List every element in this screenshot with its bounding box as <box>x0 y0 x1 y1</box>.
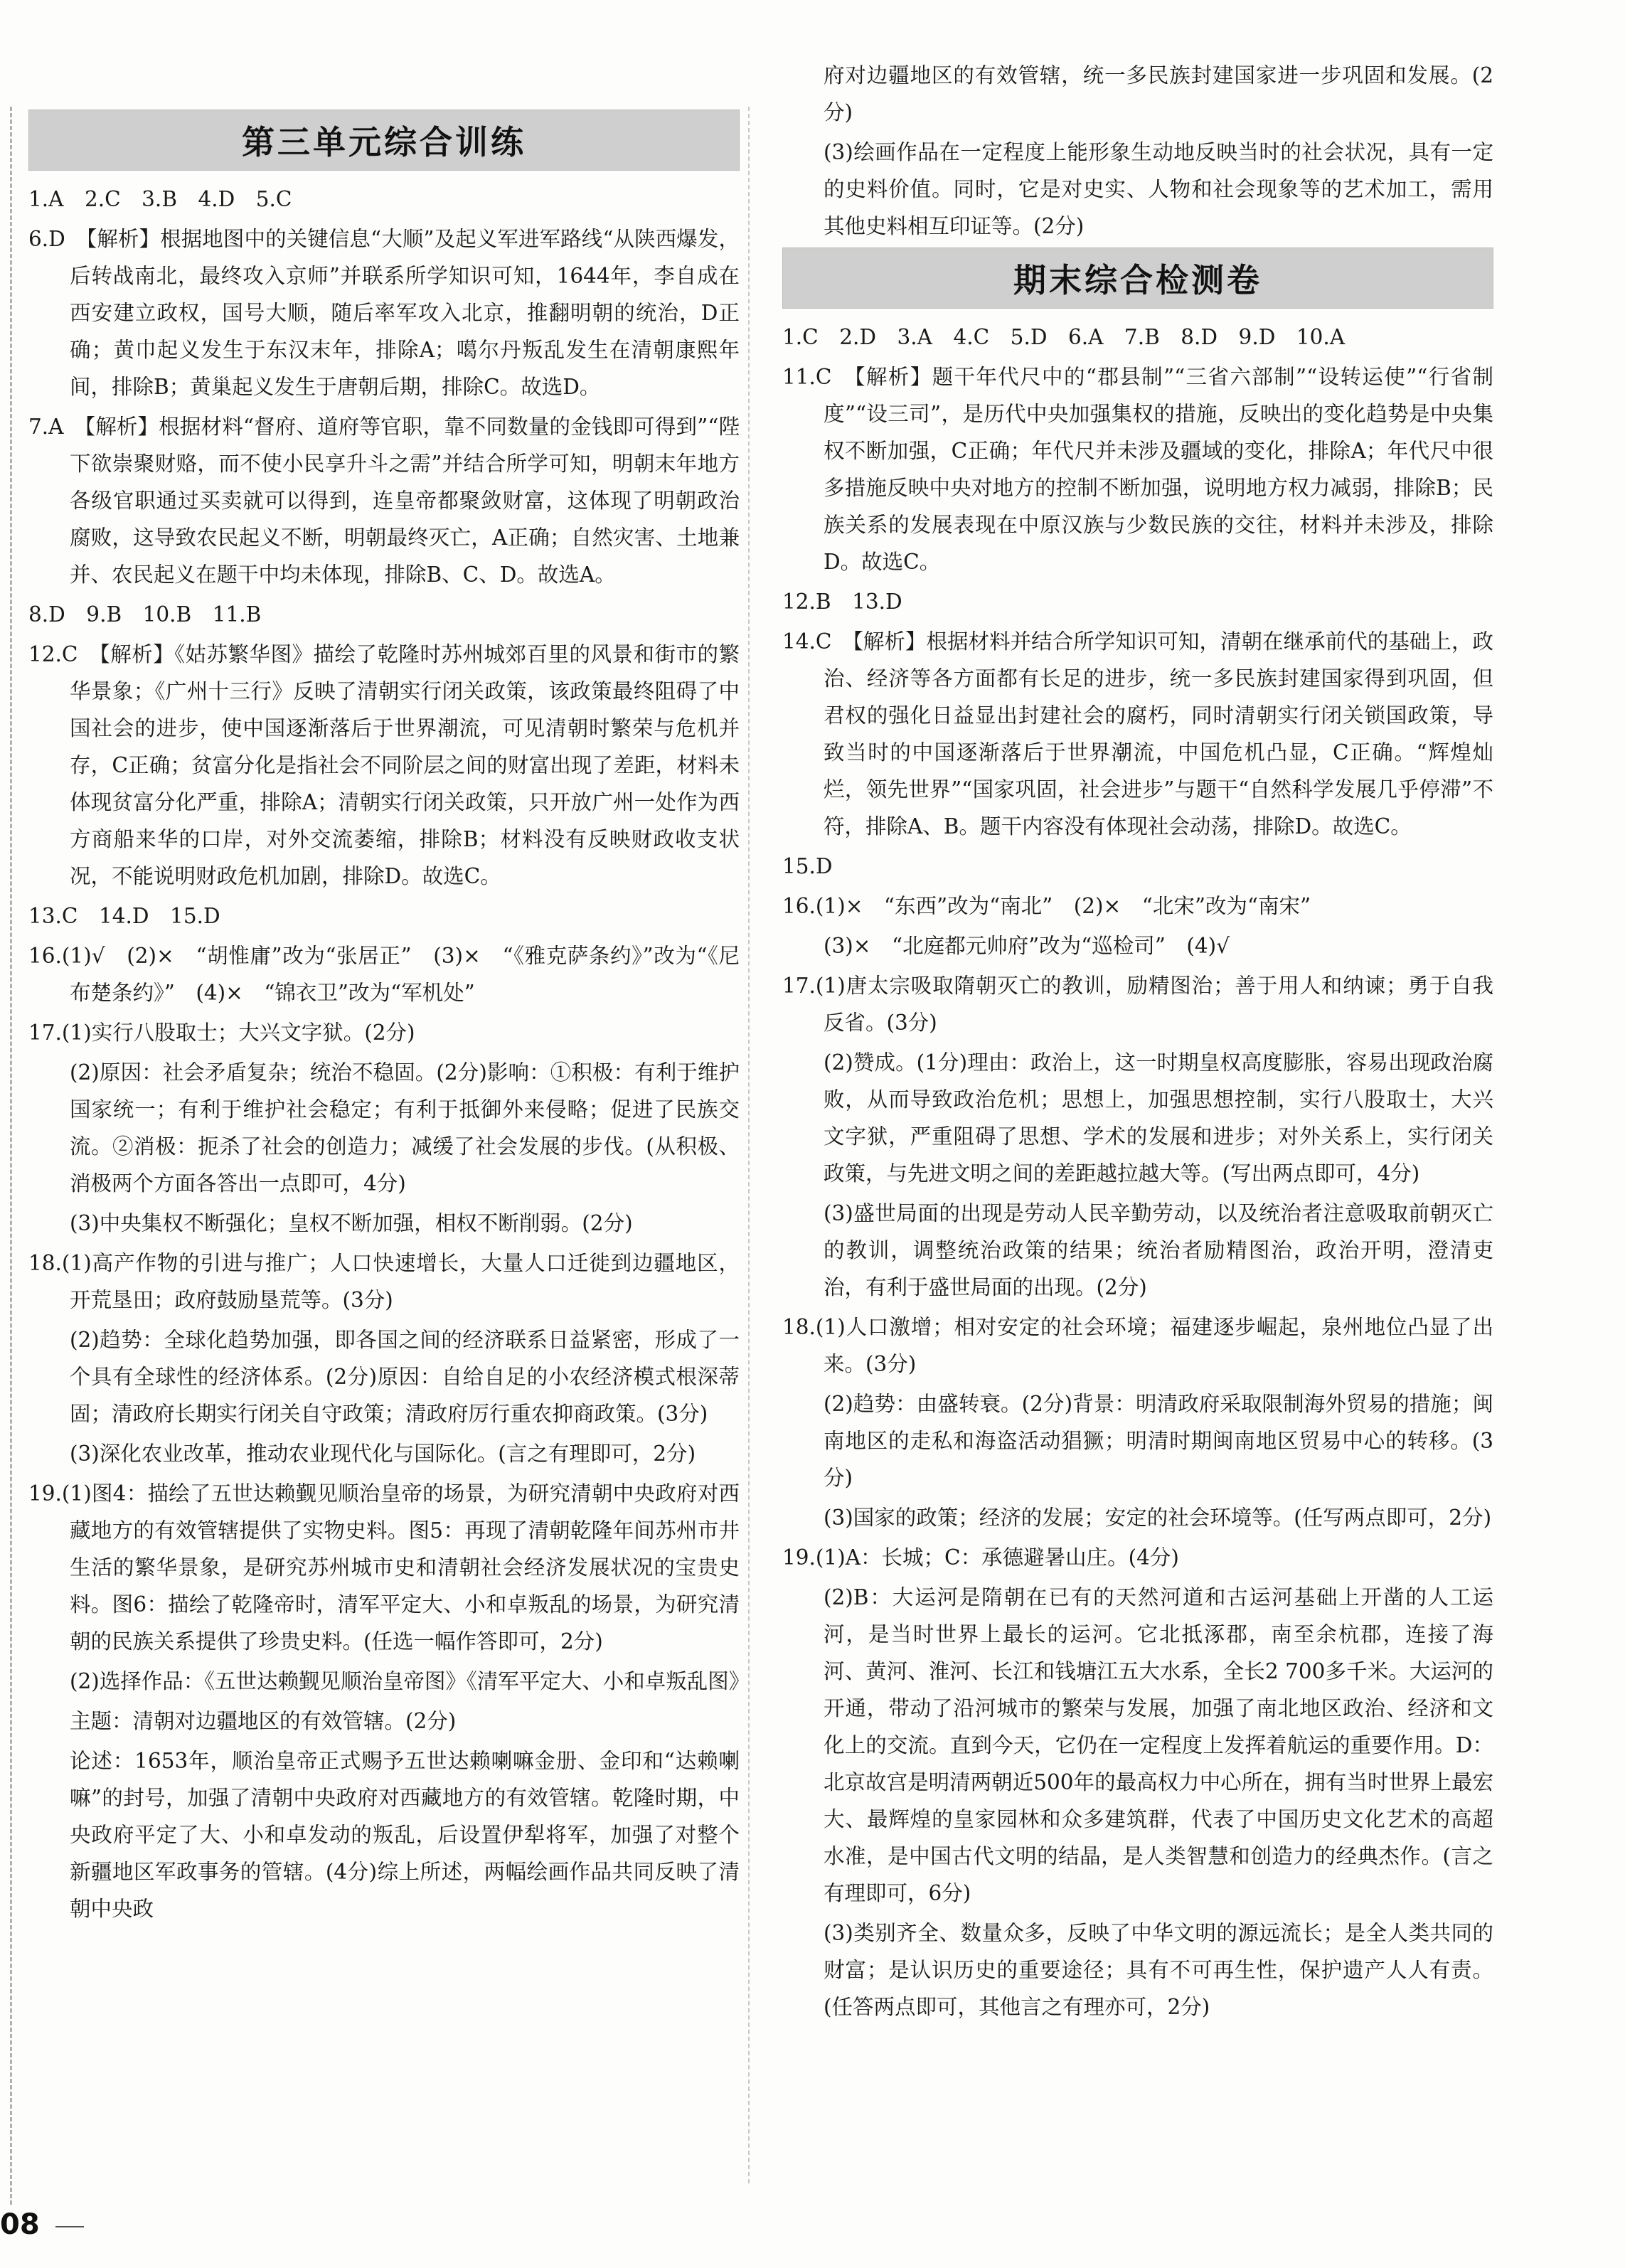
answer-subitem: (3)类别齐全、数量众多，反映了中华文明的源远流长；是全人类共同的财富；是认识历史的重要途径；具有不可再生性，保护遗产人人有责。(任答两点即可，其他言之有理亦可，2分) <box>824 1921 1493 2019</box>
answer-item: 16.(1)× “东西”改为“南北” (2)× “北宋”改为“南宋” <box>782 894 1311 918</box>
section-banner-unit3 <box>28 110 740 171</box>
answer-item: 16.(1)√ (2)× “胡惟庸”改为“张居正” (3)× “《雅克萨条约》”改为“《尼布楚条约》” (4)× “锦衣卫”改为“军机处” <box>28 944 740 1005</box>
answer-subitem: (2)原因：社会矛盾复杂；统治不稳固。(2分)影响：①积极：有利于维护国家统一；有利于维护社会稳定；有利于抵御外来侵略；促进了民族交流。②消极：扼杀了社会的创造力；减缓了社会发展的步伐。(从积极、消极两个方面各答出一点即可，4分) <box>70 1060 740 1196</box>
column-divider <box>748 107 750 2183</box>
answer-item: 19.(1)图4：描绘了五世达赖觐见顺治皇帝的场景，为研究清朝中央政府对西藏地方的有效管辖提供了实物史料。图5：再现了清朝乾隆年间苏州市井生活的繁华景象，是研究苏州城市史和清朝社会经济发展状况的宝贵史料。图6：描绘了乾隆帝时，清军平定大、小和卓叛乱的场景，为研究清朝的民族关系提供了珍贵史料。(任选一幅作答即可，2分) <box>28 1481 740 1654</box>
answer-subitem: (2)B：大运河是隋朝在已有的天然河道和古运河基础上开凿的人工运河，是当时世界上最长的运河。它北抵涿郡，南至余杭郡，连接了海河、黄河、淮河、长江和钱塘江五大水系，全长2 700多千米。大运河的开通，带动了沿河城市的繁荣与发展，加强了南北地区政治、经济和文化上的交流。直到今天，它仍在一定程度上发挥着航运的重要作用。D：北京故宫是明清两朝近500年的最高权力中心所在，拥有当时世界上最宏大、最辉煌的皇家园林和众多建筑群，代表了中国历史文化艺术的高超水准，是中国古代文明的结晶，是人类智慧和创造力的经典杰作。(言之有理即可，6分) <box>824 1585 1493 1905</box>
answer-subitem: (3)深化农业改革，推动农业现代化与国际化。(言之有理即可，2分) <box>70 1442 696 1466</box>
answer-item: 8.D 9.B 10.B 11.B <box>28 602 262 627</box>
section-title: 期末综合检测卷 <box>1013 261 1262 299</box>
answer-item: 19.(1)A：长城；C：承德避暑山庄。(4分) <box>782 1545 1179 1570</box>
section-banner-final-exam <box>782 247 1493 309</box>
answer-subitem: (3)× “北庭都元帅府”改为“巡检司” (4)√ <box>824 934 1230 958</box>
answer-item: 14.C 【解析】根据材料并结合所学知识可知，清朝在继承前代的基础上，政治、经济等各方面都有长足的进步，统一多民族封建国家得到巩固，但君权的强化日益显出封建社会的腐朽，同时清朝实行闭关锁国政策，导致当时的中国逐渐落后于世界潮流，中国危机凸显，C正确。“辉煌灿烂，领先世界”“国家巩固，社会进步”与题干“自然科学发展几乎停滞”不符，排除A、B。题干内容没有体现社会动荡，排除D。故选C。 <box>782 629 1493 838</box>
answer-item: 12.B 13.D <box>782 590 902 614</box>
answer-item: 11.C 【解析】题干年代尺中的“郡县制”“三省六部制”“设转运使”“行省制度”“设三司”，是历代中央加强集权的措施，反映出的变化趋势是中央集权不断加强，C正确；年代尺并未涉及疆域的变化，排除A；年代尺中很多措施反映中央对地方的控制不断加强，说明地方权力减弱，排除B；民族关系的发展表现在中原汉族与少数民族的交往，材料并未涉及，排除D。故选C。 <box>782 365 1493 574</box>
answer-item: 7.A 【解析】根据材料“督府、道府等官职，靠不同数量的金钱即可得到”“陛下欲崇聚财赂，而不使小民享升斗之需”并结合所学可知，明朝末年地方各级官职通过买卖就可以得到，连皇帝都聚敛财富，这体现了明朝政治腐败，这导致农民起义不断，明朝最终灭亡，A正确；自然灾害、土地兼并、农民起义在题干中均未体现，排除B、C、D。故选A。 <box>28 415 740 587</box>
answer-item: 1.C 2.D 3.A 4.C 5.D 6.A 7.B 8.D 9.D 10.A <box>782 325 1346 349</box>
page-number: 08 <box>0 2208 40 2241</box>
left-column <box>28 107 750 1930</box>
answer-subitem: 主题：清朝对边疆地区的有效管辖。(2分) <box>70 1709 457 1733</box>
answer-item: 12.C 【解析】《姑苏繁华图》描绘了乾隆时苏州城郊百里的风景和街市的繁华景象；《广州十三行》反映了清朝实行闭关政策，该政策最终阻碍了中国社会的进步，使中国逐渐落后于世界潮流，可见清朝时繁荣与危机并存，C正确；贫富分化是指社会不同阶层之间的财富出现了差距，材料未体现贫富分化严重，排除A；清朝实行闭关政策，只开放广州一处作为西方商船来华的口岸，对外交流萎缩，排除B；材料没有反映财政收支状况，不能说明财政危机加剧，排除D。故选C。 <box>28 642 740 888</box>
answer-subitem: (2)赞成。(1分)理由：政治上，这一时期皇权高度膨胀，容易出现政治腐败，从而导致政治危机；思想上，加强思想控制，实行八股取士，大兴文字狱，严重阻碍了思想、学术的发展和进步；对外关系上，实行闭关政策，与先进文明之间的差距越拉越大等。(写出两点即可，4分) <box>824 1050 1493 1186</box>
answer-subitem: (3)绘画作品在一定程度上能形象生动地反映当时的社会状况，具有一定的史料价值。同时，它是对史实、人物和社会现象等的艺术加工，需用其他史料相互印证等。(2分) <box>824 140 1493 238</box>
answer-item: 13.C 14.D 15.D <box>28 904 220 928</box>
answer-item: 18.(1)人口激增；相对安定的社会环境；福建逐步崛起，泉州地位凸显了出来。(3分) <box>782 1315 1493 1376</box>
answer-subitem: (3)盛世局面的出现是劳动人民辛勤劳动，以及统治者注意吸取前朝灭亡的教训，调整统治政策的结果；统治者励精图治，政治开明，澄清吏治，有利于盛世局面的出现。(2分) <box>824 1201 1493 1299</box>
right-column <box>782 57 1493 2028</box>
answer-item: 17.(1)实行八股取士；大兴文字狱。(2分) <box>28 1021 415 1045</box>
answer-item: 18.(1)高产作物的引进与推广；人口快速增长，大量人口迁徙到边疆地区，开荒垦田；政府鼓励垦荒等。(3分) <box>28 1251 740 1312</box>
answer-subitem: (3)国家的政策；经济的发展；安定的社会环境等。(任写两点即可，2分) <box>824 1506 1492 1530</box>
answer-item: 15.D <box>782 854 833 878</box>
answer-subitem: (3)中央集权不断强化；皇权不断加强，相权不断削弱。(2分) <box>70 1211 633 1235</box>
answer-subitem: (2)趋势：由盛转衰。(2分)背景：明清政府采取限制海外贸易的措施；闽南地区的走私和海盗活动猖獗；明清时期闽南地区贸易中心的转移。(3分) <box>824 1392 1493 1490</box>
answer-subitem: (2)选择作品：《五世达赖觐见顺治皇帝图》《清军平定大、小和卓叛乱图》 <box>70 1669 750 1693</box>
answer-subitem: 论述：1653年，顺治皇帝正式赐予五世达赖喇嘛金册、金印和“达赖喇嘛”的封号，加强了清朝中央政府对西藏地方的有效管辖。乾隆时期，中央政府平定了大、小和卓发动的叛乱，后设置伊犁将军，加强了对整个新疆地区军政事务的管辖。(4分)综上所述，两幅绘画作品共同反映了清朝中央政 <box>70 1749 740 1921</box>
binding-dashed-line <box>10 107 12 2205</box>
answer-item: 1.A 2.C 3.B 4.D 5.C <box>28 187 292 211</box>
answer-subitem: (2)趋势：全球化趋势加强，即各国之间的经济联系日益紧密，形成了一个具有全球性的经济体系。(2分)原因：自给自足的小农经济模式根深蒂固；清政府长期实行闭关自守政策；清政府厉行重农抑商政策。(3分) <box>70 1328 740 1426</box>
page-number-rule <box>55 2226 84 2227</box>
answer-item: 17.(1)唐太宗吸取隋朝灭亡的教训，励精图治；善于用人和纳谏；勇于自我反省。(3分) <box>782 974 1493 1035</box>
section-title: 第三单元综合训练 <box>242 123 526 161</box>
answer-item: 6.D 【解析】根据地图中的关键信息“大顺”及起义军进军路线“从陕西爆发，后转战南北，最终攻入京师”并联系所学知识可知，1644年，李自成在西安建立政权，国号大顺，随后率军攻入北京，推翻明朝的统治，D正确；黄巾起义发生于东汉末年，排除A；噶尔丹叛乱发生在清朝康熙年间，排除B；黄巢起义发生于唐朝后期，排除C。故选D。 <box>28 227 740 399</box>
answer-subitem: 府对边疆地区的有效管辖，统一多民族封建国家进一步巩固和发展。(2分) <box>824 63 1493 124</box>
